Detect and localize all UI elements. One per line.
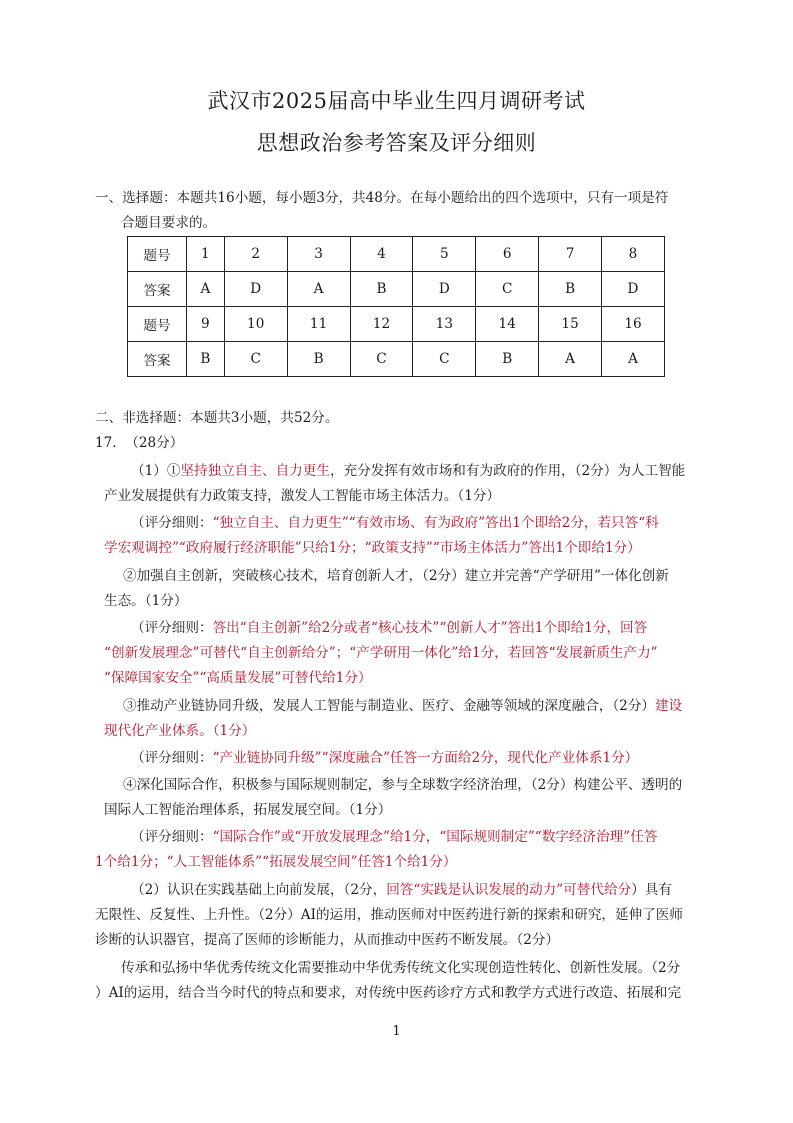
- table-cell: 13: [413, 307, 476, 342]
- answer-17-3-line2: 现代化产业体系。（1分）: [104, 723, 256, 739]
- table-cell: A: [539, 342, 602, 377]
- rubric-3: （评分细则：“产业链协同升级”“深度融合”任答一方面给2分，现代化产业体系1分）: [131, 750, 639, 766]
- table-cell: 3: [287, 237, 350, 272]
- answer-17-part2-line1: （2）认识在实践基础上向前发展，（2分，回答“实践是认识发展的动力”可替代给分）具有: [131, 882, 672, 898]
- table-cell: C: [413, 342, 476, 377]
- table-cell: 7: [539, 237, 602, 272]
- table-cell: 6: [476, 237, 539, 272]
- rubric-2-line3: “保障国家安全”“高质量发展”可替代给1分）: [104, 670, 372, 686]
- table-row-header: 题号: [128, 237, 187, 272]
- table-cell: A: [287, 272, 350, 307]
- section2-heading: 二、非选择题：本题共3小题，共52分。: [95, 410, 339, 426]
- rubric-4-line2: 1个给1分；“人工智能体系”“拓展发展空间”任答1个给1分）: [95, 854, 457, 870]
- answer-17-1-line2: 产业发展提供有力政策支持，激发人工智能市场主体活力。（1分）: [104, 488, 501, 504]
- document-title: 武汉市2025届高中毕业生四月调研考试: [207, 89, 586, 113]
- table-row-header: 答案: [128, 272, 187, 307]
- answer-17-part2-line5: ）AI的运用，结合当今时代的特点和要求，对传统中医药诊疗方式和教学方式进行改造、拓展和完: [95, 985, 682, 1001]
- rubric-2-line2: “创新发展理念”可替代“自主创新给分”；“产学研用一体化”给1分，若回答“发展新质生产力”: [104, 645, 658, 661]
- table-cell: 14: [476, 307, 539, 342]
- table-cell: 2: [224, 237, 287, 272]
- section1-heading: 一、选择题：本题共16小题，每小题3分，共48分。在每小题给出的四个选项中，只有一项是符: [95, 190, 669, 206]
- answer-17-1-line1: （1）①坚持独立自主、自力更生，充分发挥有效市场和有为政府的作用，（2分）为人工智能: [131, 463, 686, 479]
- table-row: [128, 272, 665, 307]
- table-cell: B: [350, 272, 413, 307]
- table-cell: A: [187, 272, 225, 307]
- answer-17-2-line1: ②加强自主创新，突破核心技术，培育创新人才，（2分）建立并完善“产学研用”一体化创新: [123, 568, 669, 584]
- table-cell: D: [224, 272, 287, 307]
- table-row-header: 答案: [128, 342, 187, 377]
- table-cell: D: [602, 272, 665, 307]
- table-cell: D: [413, 272, 476, 307]
- table-row: [128, 307, 665, 342]
- table-cell: C: [476, 272, 539, 307]
- table-cell: 4: [350, 237, 413, 272]
- table-cell: B: [476, 342, 539, 377]
- answer-17-4-line1: ④深化国际合作，积极参与国际规则制定，参与全球数字经济治理，（2分）构建公平、透明的: [123, 777, 683, 793]
- question-17-label: 17. （28分）: [95, 435, 184, 451]
- table-cell: 9: [187, 307, 225, 342]
- table-cell: A: [602, 342, 665, 377]
- page-number: 1: [392, 1024, 401, 1039]
- table-cell: B: [187, 342, 225, 377]
- table-cell: C: [224, 342, 287, 377]
- table-cell: 12: [350, 307, 413, 342]
- table-cell: 5: [413, 237, 476, 272]
- document-subtitle: 思想政治参考答案及评分细则: [256, 131, 537, 155]
- answer-17-part2-line2: 无限性、反复性、上升性。（2分）AI的运用，推动医师对中医药进行新的探索和研究，延伸了医师: [95, 907, 683, 923]
- section1-heading-cont: 合题目要求的。: [121, 215, 217, 231]
- answer-17-4-line2: 国际人工智能治理体系，拓展发展空间。（1分）: [104, 802, 392, 818]
- table-cell: 15: [539, 307, 602, 342]
- answer-table: [127, 236, 665, 377]
- rubric-1-line1: （评分细则：“独立自主、自力更生”“有效市场、有为政府”答出1个即给2分，若只答“科: [131, 515, 659, 531]
- rubric-1-line2: 学宏观调控”“政府履行经济职能”只给1分；“政策支持”“市场主体活力”答出1个即给1分）: [104, 540, 641, 556]
- table-row-header: 题号: [128, 307, 187, 342]
- rubric-4-line1: （评分细则：“国际合作”或“开放发展理念”给1分，“国际规则制定”“数字经济治理”任答: [131, 829, 658, 845]
- table-cell: 11: [287, 307, 350, 342]
- table-cell: 16: [602, 307, 665, 342]
- table-cell: 8: [602, 237, 665, 272]
- answer-17-3-line1: ③推动产业链协同升级，发展人工智能与制造业、医疗、金融等领域的深度融合，（2分）建设: [123, 698, 683, 714]
- table-row: [128, 342, 665, 377]
- table-cell: 1: [187, 237, 225, 272]
- table-cell: B: [539, 272, 602, 307]
- table-cell: C: [350, 342, 413, 377]
- rubric-2-line1: （评分细则：答出“自主创新”给2分或者“核心技术”“创新人才”答出1个即给1分，回答: [131, 620, 648, 636]
- answer-17-2-line2: 生态。（1分）: [104, 593, 188, 609]
- table-cell: 10: [224, 307, 287, 342]
- table-row: [128, 237, 665, 272]
- answer-17-part2-line4: 传承和弘扬中华优秀传统文化需要推动中华优秀传统文化实现创造性转化、创新性发展。（2分: [121, 960, 681, 976]
- answer-17-part2-line3: 诊断的认识器官，提高了医师的诊断能力，从而推动中医药不断发展。（2分）: [95, 932, 560, 948]
- table-cell: B: [287, 342, 350, 377]
